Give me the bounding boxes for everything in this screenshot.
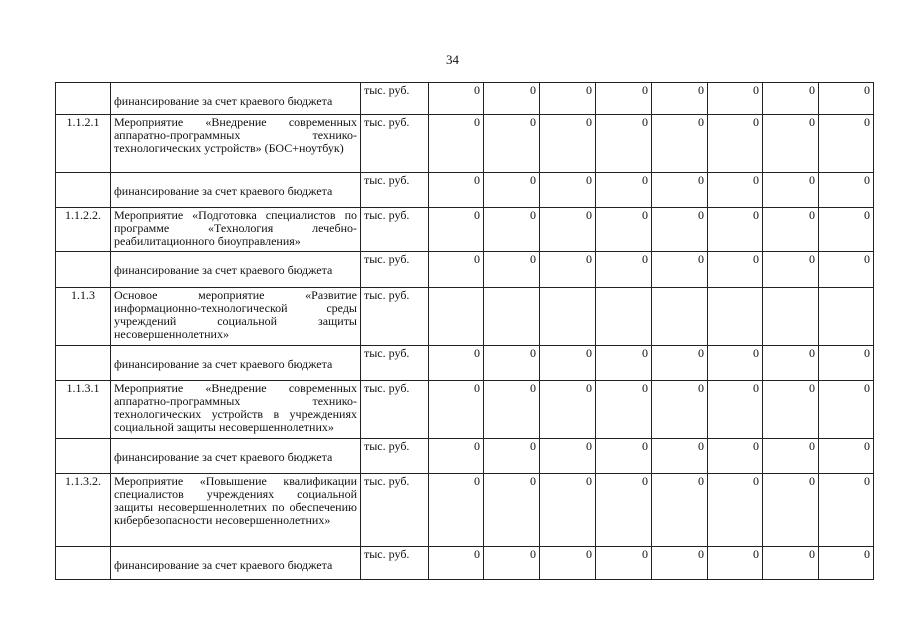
row-name: Мероприятие «Внедрение современных аппаратно-программных технико-технологических устройств в учреждениях социальной защиты несовершеннолетних» <box>111 381 361 439</box>
value-cell <box>596 288 652 346</box>
value-cell: 0 <box>819 439 874 474</box>
value-cell: 0 <box>819 115 874 173</box>
row-name: финансирование за счет краевого бюджета <box>111 439 361 474</box>
row-code: 1.1.2.2. <box>56 208 111 252</box>
row-unit: тыс. руб. <box>361 173 429 208</box>
activity-row <box>56 381 874 439</box>
row-name: Мероприятие «Подготовка специалистов по программе «Технология лечебно-реабилитационного биоуправления» <box>111 208 361 252</box>
value-cell <box>819 288 874 346</box>
value-cell: 0 <box>819 547 874 580</box>
value-cell: 0 <box>596 547 652 580</box>
value-cell: 0 <box>708 439 763 474</box>
value-cell: 0 <box>484 173 540 208</box>
value-cell: 0 <box>540 252 596 288</box>
value-cell <box>429 288 484 346</box>
value-cell: 0 <box>540 173 596 208</box>
value-cell: 0 <box>484 381 540 439</box>
value-cell: 0 <box>708 381 763 439</box>
value-cell: 0 <box>652 547 708 580</box>
row-name: Мероприятие «Повышение квалификации специалистов учреждениях социальной защиты несовершеннолетних по обеспечению кибербезопасности несовершеннолетних» <box>111 474 361 547</box>
financing-row <box>56 173 874 208</box>
value-cell: 0 <box>708 83 763 115</box>
value-cell: 0 <box>540 474 596 547</box>
activity-row <box>56 288 874 346</box>
financing-row <box>56 252 874 288</box>
row-name: финансирование за счет краевого бюджета <box>111 346 361 381</box>
row-code <box>56 173 111 208</box>
value-cell <box>763 288 819 346</box>
value-cell: 0 <box>652 381 708 439</box>
value-cell: 0 <box>540 547 596 580</box>
value-cell: 0 <box>484 252 540 288</box>
value-cell: 0 <box>819 208 874 252</box>
row-name: финансирование за счет краевого бюджета <box>111 173 361 208</box>
row-name: финансирование за счет краевого бюджета <box>111 83 361 115</box>
value-cell: 0 <box>484 115 540 173</box>
financing-row <box>56 547 874 580</box>
value-cell: 0 <box>763 439 819 474</box>
value-cell <box>652 288 708 346</box>
value-cell: 0 <box>708 474 763 547</box>
value-cell: 0 <box>429 208 484 252</box>
budget-table <box>55 82 874 580</box>
row-unit: тыс. руб. <box>361 208 429 252</box>
value-cell: 0 <box>596 83 652 115</box>
value-cell: 0 <box>708 208 763 252</box>
row-name: Основое мероприятие «Развитие информационно-технологической среды учреждений социальной защиты несовершеннолетних» <box>111 288 361 346</box>
row-unit: тыс. руб. <box>361 474 429 547</box>
value-cell: 0 <box>708 115 763 173</box>
value-cell: 0 <box>429 173 484 208</box>
value-cell: 0 <box>763 474 819 547</box>
page-number: 34 <box>446 52 459 67</box>
value-cell: 0 <box>429 439 484 474</box>
value-cell: 0 <box>596 474 652 547</box>
row-unit: тыс. руб. <box>361 346 429 381</box>
row-code: 1.1.3 <box>56 288 111 346</box>
value-cell: 0 <box>429 381 484 439</box>
value-cell <box>708 288 763 346</box>
value-cell: 0 <box>429 474 484 547</box>
value-cell: 0 <box>540 208 596 252</box>
value-cell: 0 <box>652 115 708 173</box>
value-cell: 0 <box>484 547 540 580</box>
value-cell: 0 <box>819 381 874 439</box>
value-cell: 0 <box>652 208 708 252</box>
value-cell: 0 <box>429 83 484 115</box>
value-cell: 0 <box>819 474 874 547</box>
value-cell: 0 <box>540 83 596 115</box>
value-cell: 0 <box>708 547 763 580</box>
value-cell: 0 <box>596 439 652 474</box>
row-code: 1.1.3.1 <box>56 381 111 439</box>
row-code: 1.1.2.1 <box>56 115 111 173</box>
row-unit: тыс. руб. <box>361 115 429 173</box>
activity-row <box>56 474 874 547</box>
table-body <box>56 83 874 580</box>
value-cell: 0 <box>540 439 596 474</box>
value-cell <box>484 288 540 346</box>
value-cell: 0 <box>763 346 819 381</box>
value-cell: 0 <box>708 173 763 208</box>
row-unit: тыс. руб. <box>361 252 429 288</box>
value-cell: 0 <box>596 208 652 252</box>
row-code: 1.1.3.2. <box>56 474 111 547</box>
value-cell: 0 <box>429 346 484 381</box>
value-cell: 0 <box>596 115 652 173</box>
value-cell: 0 <box>819 173 874 208</box>
financing-row <box>56 346 874 381</box>
value-cell: 0 <box>484 83 540 115</box>
activity-row <box>56 208 874 252</box>
value-cell: 0 <box>708 252 763 288</box>
row-name: Мероприятие «Внедрение современных аппаратно-программных технико-технологических устройств» (БОС+ноутбук) <box>111 115 361 173</box>
row-unit: тыс. руб. <box>361 547 429 580</box>
value-cell: 0 <box>652 439 708 474</box>
value-cell: 0 <box>763 547 819 580</box>
value-cell: 0 <box>429 115 484 173</box>
row-unit: тыс. руб. <box>361 83 429 115</box>
value-cell: 0 <box>652 173 708 208</box>
financing-row <box>56 83 874 115</box>
value-cell: 0 <box>596 381 652 439</box>
value-cell: 0 <box>596 346 652 381</box>
value-cell: 0 <box>484 208 540 252</box>
value-cell: 0 <box>540 381 596 439</box>
value-cell: 0 <box>652 252 708 288</box>
value-cell: 0 <box>763 173 819 208</box>
value-cell: 0 <box>652 346 708 381</box>
row-unit: тыс. руб. <box>361 381 429 439</box>
value-cell: 0 <box>708 346 763 381</box>
value-cell: 0 <box>652 83 708 115</box>
value-cell: 0 <box>763 381 819 439</box>
financing-row <box>56 439 874 474</box>
value-cell: 0 <box>484 346 540 381</box>
value-cell <box>540 288 596 346</box>
row-unit: тыс. руб. <box>361 439 429 474</box>
row-code <box>56 439 111 474</box>
value-cell: 0 <box>484 439 540 474</box>
row-code <box>56 252 111 288</box>
value-cell: 0 <box>596 252 652 288</box>
value-cell: 0 <box>484 474 540 547</box>
row-name: финансирование за счет краевого бюджета <box>111 252 361 288</box>
value-cell: 0 <box>819 83 874 115</box>
value-cell: 0 <box>429 547 484 580</box>
row-name: финансирование за счет краевого бюджета <box>111 547 361 580</box>
value-cell: 0 <box>819 346 874 381</box>
row-code <box>56 346 111 381</box>
row-unit: тыс. руб. <box>361 288 429 346</box>
value-cell: 0 <box>763 252 819 288</box>
row-code <box>56 83 111 115</box>
value-cell: 0 <box>429 252 484 288</box>
value-cell: 0 <box>652 474 708 547</box>
row-code <box>56 547 111 580</box>
value-cell: 0 <box>763 208 819 252</box>
value-cell: 0 <box>819 252 874 288</box>
value-cell: 0 <box>763 83 819 115</box>
value-cell: 0 <box>763 115 819 173</box>
activity-row <box>56 115 874 173</box>
value-cell: 0 <box>540 115 596 173</box>
value-cell: 0 <box>540 346 596 381</box>
value-cell: 0 <box>596 173 652 208</box>
